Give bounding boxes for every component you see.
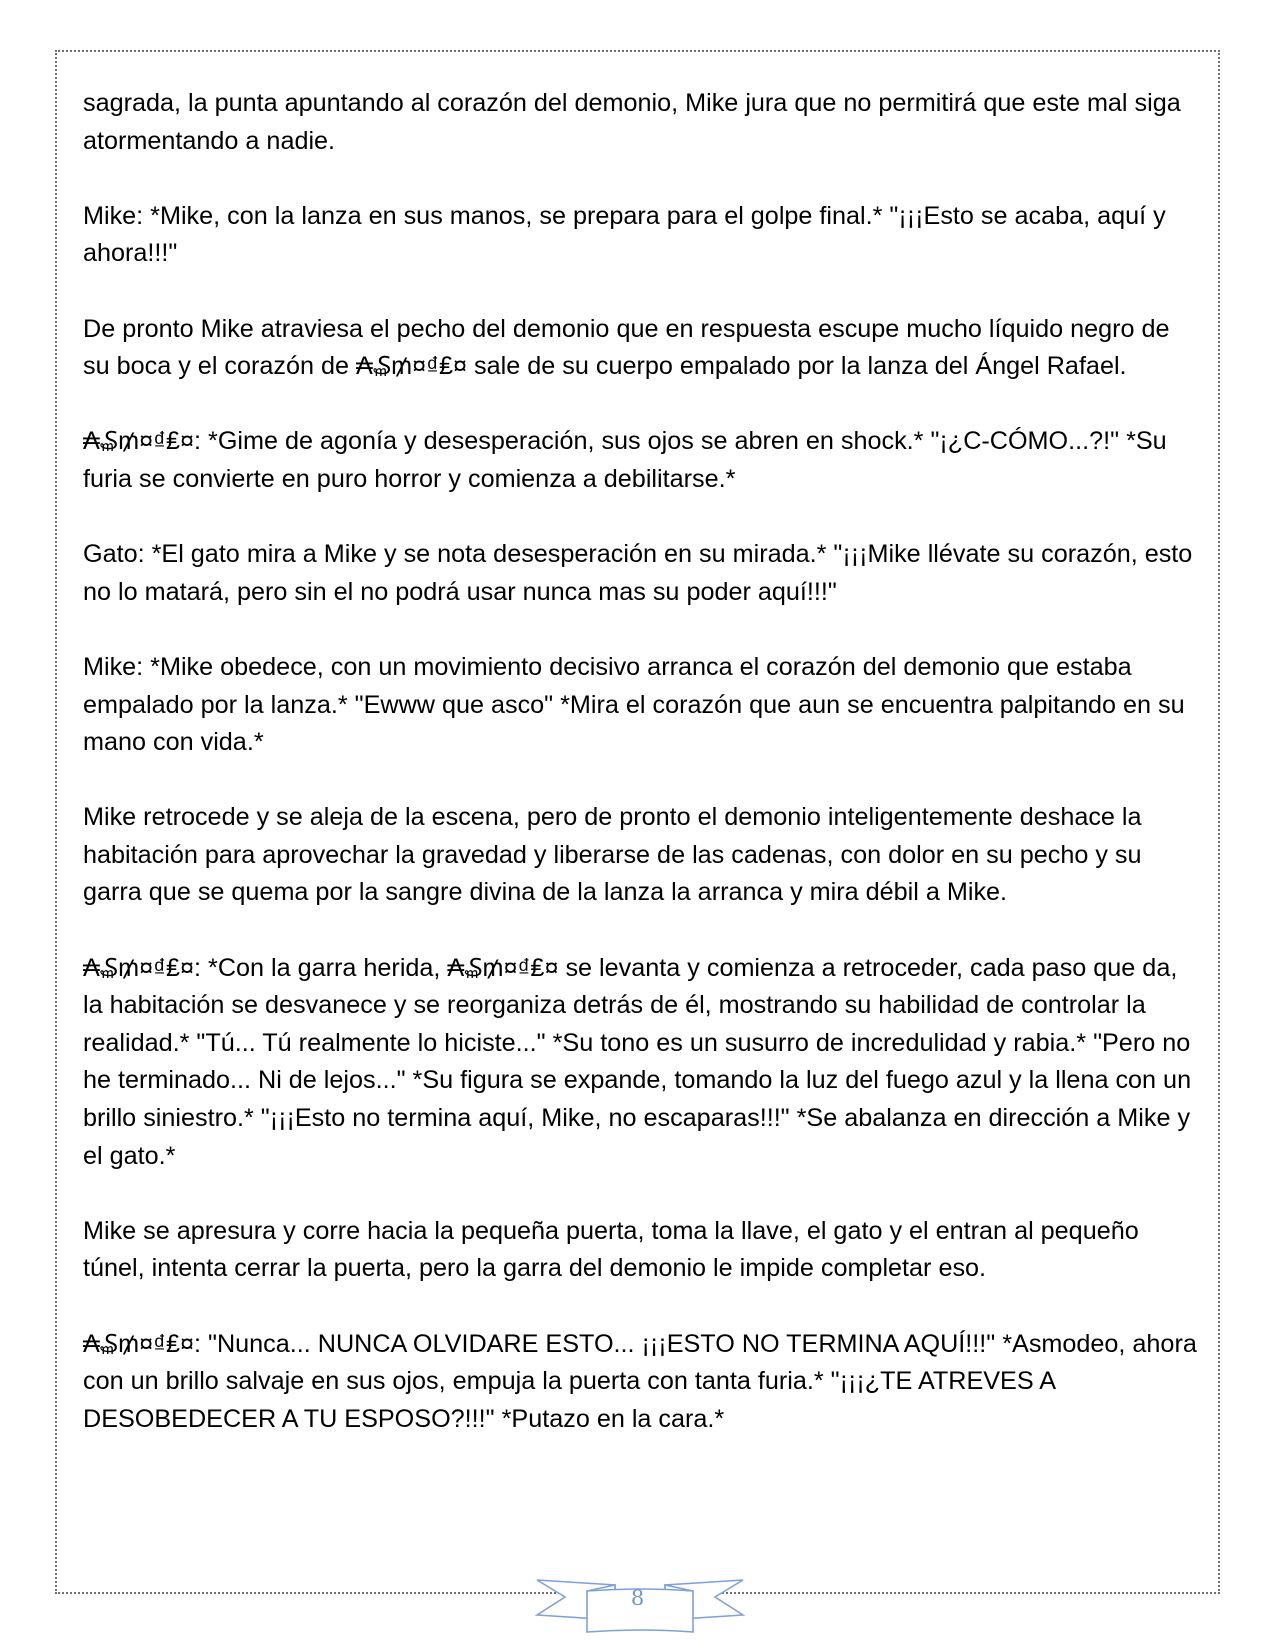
paragraph: Gato: *El gato mira a Mike y se nota desesperación en su mirada.* "¡¡¡Mike llévate su corazón, esto no lo matará, pero sin el no podrá usar nunca mas su poder aquí!!!" bbox=[83, 540, 1193, 606]
paragraph: sagrada, la punta apuntando al corazón del demonio, Mike jura que no permitirá que este mal siga atormentando a nadie. bbox=[83, 89, 1181, 155]
paragraph: Mike se apresura y corre hacia la pequeña puerta, toma la llave, el gato y el entran al pequeño túnel, intenta cerrar la puerta, pero la garra del demonio le impide completar eso. bbox=[83, 1216, 1139, 1283]
paragraph: Mike: *Mike, con la lanza en sus manos, se prepara para el golpe final.* "¡¡¡Esto se acaba, aquí y ahora!!!" bbox=[83, 201, 1166, 268]
paragraph: De pronto Mike atraviesa el pecho del demonio que en respuesta escupe mucho líquido negro de su boca y el corazón de ₳₷₥¤₫₤¤ sale de su cuerpo empalado por la lanza del Ángel Rafael. bbox=[83, 314, 1170, 381]
page-number: 8 bbox=[630, 1586, 645, 1610]
paragraph: Mike retrocede y se aleja de la escena, pero de pronto el demonio inteligentemente deshace la habitación para aprovechar la gravedad y liberarse de las cadenas, con dolor en su pecho y su garra que se quema por la sangre divina de la lanza la arranca y mira débil a Mike. bbox=[83, 803, 1142, 907]
paragraph: ₳₷₥¤₫₤¤: *Con la garra herida, ₳₷₥¤₫₤¤ se levanta y comienza a retroceder, cada paso que da, la habitación se desvanece y se reorganiza detrás de él, mostrando su habilidad de controlar la realidad.* "Tú... Tú realmente lo hiciste..." *Su tono es un susurro de incredulidad y rabia.* "Pero no he terminado... Ni de lejos..." *Su figura se expande, tomando la luz del fuego azul y la llena con un brillo siniestro.* "¡¡¡Esto no termina aquí, Mike, no escaparas!!!" *Se abalanza en dirección a Mike y el gato.* bbox=[83, 953, 1192, 1170]
paragraph: Mike: *Mike obedece, con un movimiento decisivo arranca el corazón del demonio que estaba empalado por la lanza.* "Ewww que asco" *Mira el corazón que aun se encuentra palpitando en su mano con vida.* bbox=[83, 652, 1185, 757]
document-body bbox=[83, 85, 1203, 1476]
paragraph: ₳₷₥¤₫₤¤: "Nunca... NUNCA OLVIDARE ESTO... ¡¡¡ESTO NO TERMINA AQUÍ!!!" *Asmodeo, ahora con un brillo salvaje en sus ojos, empuja la puerta con tanta furia.* "¡¡¡¿TE ATREVES A DESOBEDECER A TU ESPOSO?!!!" *Putazo en la cara.* bbox=[83, 1329, 1197, 1433]
paragraph: ₳₷₥¤₫₤¤: *Gime de agonía y desesperación, sus ojos se abren en shock.* "¡¿C-CÓMO...?!" *Su furia se convierte en puro horror y comienza a debilitarse.* bbox=[83, 427, 1167, 493]
